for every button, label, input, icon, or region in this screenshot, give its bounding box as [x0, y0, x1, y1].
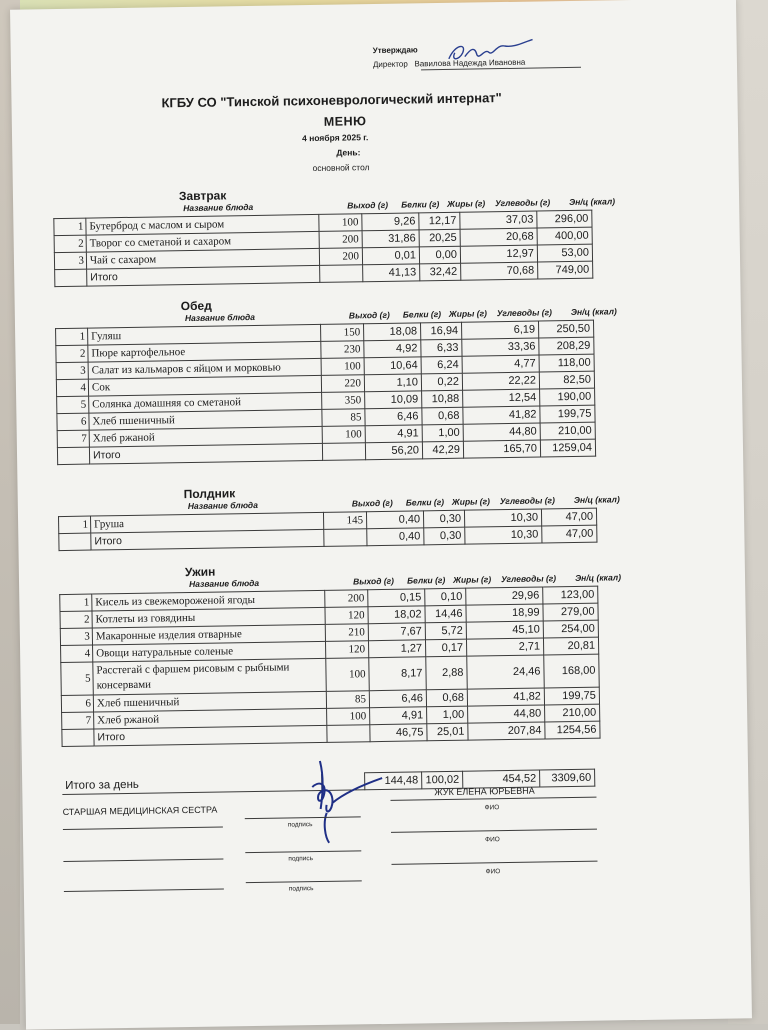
- dish-energy: 254,00: [543, 620, 598, 638]
- dish-fat: 20,25: [419, 229, 460, 247]
- dish-protein: 1,10: [364, 374, 421, 392]
- dish-energy: 400,00: [537, 227, 592, 245]
- dish-output: 210: [325, 624, 368, 642]
- dish-protein: 9,26: [362, 213, 419, 231]
- dish-energy: 82,50: [539, 371, 594, 389]
- dish-fat: 0,68: [422, 407, 463, 425]
- dish-energy: 20,81: [543, 637, 598, 655]
- dish-fat: 16,94: [421, 322, 462, 340]
- total-protein: 41,13: [363, 264, 420, 282]
- signature-caption-1: подпись: [287, 821, 313, 829]
- section-title: Обед: [180, 298, 212, 314]
- nurse-role: СТАРШАЯ МЕДИЦИНСКАЯ СЕСТРА: [62, 804, 218, 818]
- total-label: Итого: [91, 529, 324, 550]
- column-header-energy: Эн/ц (ккал): [574, 572, 622, 583]
- signature-line-3: [246, 880, 362, 883]
- dish-fat: 14,46: [425, 605, 466, 623]
- dish-protein: 6,46: [369, 690, 426, 708]
- dish-name: Груша: [90, 512, 323, 533]
- menu-table: [53, 210, 593, 287]
- column-header-energy: Эн/ц (ккал): [573, 494, 620, 505]
- dish-output: 200: [325, 590, 368, 608]
- dish-energy: 210,00: [540, 422, 595, 440]
- dish-fat: 0,68: [426, 689, 467, 707]
- meal-section: [53, 182, 634, 287]
- blank-line-2a: [63, 859, 223, 863]
- total-energy: 47,00: [542, 525, 597, 543]
- dish-protein: 10,09: [365, 391, 422, 409]
- dish-fat: 0,30: [423, 510, 464, 528]
- dish-carbs: 10,30: [464, 509, 541, 527]
- meal-section: [59, 558, 642, 747]
- dish-energy: 199,75: [544, 687, 599, 705]
- dish-carbs: 44,80: [463, 423, 540, 441]
- dish-fat: 6,24: [421, 356, 462, 374]
- name-underline: [390, 797, 596, 801]
- row-number: 2: [60, 611, 92, 629]
- dish-name: Хлеб пшеничный: [93, 691, 326, 712]
- dish-protein: 1,27: [368, 640, 425, 658]
- dish-output: 150: [321, 324, 364, 342]
- dish-output: 200: [319, 231, 362, 249]
- dish-fat: 0,17: [425, 639, 466, 657]
- total-protein: 0,40: [367, 528, 424, 546]
- fio-caption-3: ФИО: [485, 868, 501, 876]
- dish-protein: 0,40: [366, 511, 423, 529]
- dish-output: 220: [321, 375, 364, 393]
- menu-table: [55, 320, 596, 465]
- dish-protein: 18,08: [364, 323, 421, 341]
- dish-name: Хлеб пшеничный: [89, 409, 322, 430]
- dish-name: Котлеты из говядины: [92, 607, 325, 628]
- dish-output: 145: [323, 512, 366, 530]
- dish-energy: 123,00: [543, 586, 598, 604]
- row-number: 1: [54, 218, 86, 236]
- column-header-protein: Белки (г): [401, 199, 440, 210]
- day-total-fat: 100,02: [422, 771, 463, 789]
- dish-name: Пюре картофельное: [88, 341, 321, 362]
- dish-fat: 2,88: [426, 656, 468, 690]
- total-label: Итого: [87, 265, 320, 286]
- column-header-output: Выход (г): [351, 497, 393, 509]
- dish-output: 100: [322, 426, 365, 444]
- dish-energy: 53,00: [537, 244, 592, 262]
- dish-carbs: 24,46: [467, 655, 545, 689]
- row-number: 4: [61, 645, 93, 663]
- dish-carbs: 22,22: [462, 372, 539, 390]
- total-fat: 32,42: [420, 263, 461, 281]
- dish-carbs: 33,36: [462, 338, 539, 356]
- total-output-cell: [324, 529, 367, 547]
- column-header-name: Название блюда: [183, 201, 254, 214]
- dish-carbs: 45,10: [466, 621, 543, 639]
- dish-protein: 18,02: [368, 606, 425, 624]
- dish-carbs: 44,80: [468, 705, 545, 723]
- dish-name: Расстегай с фаршем рисовым с рыбными консервами: [93, 658, 326, 695]
- day-total-protein: 144,48: [365, 772, 422, 790]
- total-protein: 46,75: [370, 724, 427, 742]
- row-number: 7: [62, 712, 94, 730]
- dish-fat: 0,10: [425, 588, 466, 606]
- nurse-signature-icon: [302, 756, 393, 847]
- row-number: 6: [57, 413, 89, 431]
- column-header-fat: Жиры (г): [451, 496, 490, 507]
- fio-caption-2: ФИО: [485, 836, 500, 844]
- dish-output: 100: [327, 708, 370, 726]
- total-carbs: 70,68: [461, 262, 538, 280]
- dish-fat: 0,00: [419, 246, 460, 264]
- row-number: 7: [57, 430, 89, 448]
- total-number-cell: [55, 269, 87, 287]
- dish-energy: 250,50: [538, 320, 593, 338]
- dish-carbs: 12,54: [463, 389, 540, 407]
- dish-name: Салат из кальмаров с яйцом и морковью: [88, 358, 321, 379]
- column-header-output: Выход (г): [347, 199, 389, 211]
- dish-name: Солянка домашняя со сметаной: [89, 392, 322, 413]
- dish-output: 85: [322, 409, 365, 427]
- dish-energy: 190,00: [540, 388, 595, 406]
- total-energy: 749,00: [538, 261, 593, 279]
- total-number-cell: [57, 447, 89, 465]
- dish-output: 120: [325, 607, 368, 625]
- dish-output: 350: [322, 392, 365, 410]
- column-header-fat: Жиры (г): [448, 308, 488, 319]
- column-header-name: Название блюда: [187, 499, 258, 512]
- total-fat: 42,29: [422, 441, 463, 459]
- row-number: 5: [61, 662, 94, 695]
- row-number: 3: [54, 252, 86, 270]
- section-title: Завтрак: [178, 188, 227, 204]
- dish-fat: 12,17: [419, 212, 460, 230]
- dish-fat: 0,22: [421, 373, 462, 391]
- column-header-carbs: Углеводы (г): [499, 495, 555, 507]
- dish-name: Овощи натуральные соленые: [93, 641, 326, 662]
- column-header-carbs: Углеводы (г): [500, 573, 557, 585]
- dish-energy: 279,00: [543, 603, 598, 621]
- total-fat: 25,01: [427, 723, 468, 741]
- blank-line-2b: [391, 829, 597, 833]
- dish-output: 230: [321, 341, 364, 359]
- dish-fat: 10,88: [422, 390, 463, 408]
- blank-line-3a: [64, 889, 224, 893]
- dish-fat: 5,72: [425, 622, 466, 640]
- total-number-cell: [62, 729, 94, 747]
- column-header-protein: Белки (г): [406, 574, 446, 586]
- signature-caption-2: подпись: [288, 855, 314, 863]
- column-header-fat: Жиры (г): [452, 574, 492, 585]
- total-carbs: 207,84: [468, 722, 545, 740]
- table-type: основной стол: [312, 162, 370, 174]
- column-header-fat: Жиры (г): [447, 198, 486, 209]
- row-number: 1: [56, 328, 88, 346]
- total-output-cell: [320, 265, 363, 283]
- total-energy: 1259,04: [540, 439, 595, 457]
- column-header-name: Название блюда: [184, 311, 255, 324]
- column-header-output: Выход (г): [352, 575, 395, 587]
- dish-carbs: 37,03: [460, 211, 537, 229]
- dish-protein: 4,92: [364, 340, 421, 358]
- dish-energy: 47,00: [541, 508, 596, 526]
- dish-energy: 168,00: [544, 654, 600, 688]
- meal-section: [58, 480, 639, 551]
- dish-protein: 6,46: [365, 408, 422, 426]
- organization-name: КГБУ СО "Тинской психоневрологический интернат": [161, 90, 502, 111]
- column-header-protein: Белки (г): [405, 497, 445, 508]
- fio-caption-1: ФИО: [484, 804, 500, 812]
- row-number: 5: [57, 396, 89, 414]
- dish-protein: 4,91: [365, 425, 422, 443]
- total-carbs: 10,30: [465, 526, 542, 544]
- dish-output: 100: [321, 358, 364, 376]
- dish-energy: 208,29: [539, 337, 594, 355]
- dish-output: 100: [319, 214, 362, 232]
- dish-carbs: 20,68: [460, 228, 537, 246]
- row-number: 6: [61, 695, 93, 713]
- total-label: Итого: [94, 725, 327, 746]
- dish-energy: 199,75: [540, 405, 595, 423]
- dish-protein: 0,15: [368, 589, 425, 607]
- meal-section: [55, 292, 638, 465]
- dish-fat: 1,00: [422, 424, 463, 442]
- dish-name: Гуляш: [88, 324, 321, 345]
- total-energy: 1254,56: [545, 721, 600, 739]
- nurse-name: ЖУК ЕЛЕНА ЮРЬЕВНА: [434, 785, 535, 798]
- column-header-output: Выход (г): [348, 309, 390, 321]
- menu-table: [59, 586, 600, 747]
- page-title: МЕНЮ: [323, 114, 367, 129]
- total-number-cell: [59, 533, 91, 551]
- row-number: 3: [56, 362, 88, 380]
- day-total-carbs: 454,52: [463, 770, 540, 788]
- dish-output: 100: [326, 658, 370, 692]
- dish-name: Хлеб ржаной: [89, 426, 322, 447]
- dish-carbs: 4,77: [462, 355, 539, 373]
- column-header-carbs: Углеводы (г): [495, 197, 551, 209]
- row-number: 2: [56, 345, 88, 363]
- section-title: Полдник: [183, 486, 236, 502]
- row-number: 4: [56, 379, 88, 397]
- dish-carbs: 12,97: [460, 245, 537, 263]
- menu-date: 4 ноября 2025 г.: [302, 132, 369, 144]
- dish-fat: 1,00: [427, 706, 468, 724]
- column-header-energy: Эн/ц (ккал): [570, 306, 617, 317]
- dish-energy: 210,00: [545, 704, 600, 722]
- dish-carbs: 2,71: [466, 638, 543, 656]
- dish-protein: 0,01: [362, 247, 419, 265]
- dish-protein: 4,91: [370, 707, 427, 725]
- total-carbs: 165,70: [463, 440, 540, 458]
- row-number: 3: [60, 628, 92, 646]
- dish-protein: 10,64: [364, 357, 421, 375]
- blank-line-3b: [391, 861, 597, 865]
- director-label: Директор: [372, 59, 408, 70]
- column-header-carbs: Углеводы (г): [496, 307, 552, 319]
- dish-fat: 6,33: [421, 339, 462, 357]
- dish-carbs: 41,82: [463, 406, 540, 424]
- dish-name: Кисель из свежемороженой ягоды: [92, 590, 325, 611]
- dish-energy: 118,00: [539, 354, 594, 372]
- approve-label: Утверждаю: [372, 45, 418, 56]
- role-underline: [63, 827, 223, 831]
- dish-name: Хлеб ржаной: [94, 708, 327, 729]
- row-number: 1: [59, 516, 91, 534]
- total-output-cell: [322, 443, 365, 461]
- dish-carbs: 29,96: [466, 587, 543, 605]
- dish-protein: 7,67: [368, 623, 425, 641]
- signature-caption-3: подпись: [288, 885, 314, 893]
- dish-name: Творог со сметаной и сахаром: [86, 231, 319, 252]
- dish-carbs: 6,19: [461, 321, 538, 339]
- dish-name: Сок: [88, 375, 321, 396]
- day-label: День:: [336, 147, 361, 158]
- dish-name: Макаронные изделия отварные: [92, 624, 325, 645]
- day-total-label: Итого за день: [62, 773, 322, 794]
- section-title: Ужин: [184, 564, 216, 580]
- dish-energy: 296,00: [537, 210, 592, 228]
- dish-output: 120: [325, 641, 368, 659]
- total-label: Итого: [89, 443, 322, 464]
- director-name: Вавилова Надежда Ивановна: [414, 57, 526, 69]
- dish-carbs: 18,99: [466, 604, 543, 622]
- dish-output: 85: [326, 691, 369, 709]
- column-header-name: Название блюда: [188, 577, 260, 590]
- dish-carbs: 41,82: [467, 688, 544, 706]
- column-header-energy: Эн/ц (ккал): [569, 196, 616, 208]
- dish-name: Чай с сахаром: [86, 248, 319, 269]
- row-number: 2: [54, 235, 86, 253]
- dish-protein: 8,17: [369, 657, 427, 691]
- dish-protein: 31,86: [362, 230, 419, 248]
- menu-document: [10, 0, 752, 1030]
- dish-output: 200: [319, 248, 362, 266]
- total-output-cell: [327, 725, 370, 743]
- row-number: 1: [60, 594, 92, 612]
- dish-name: Бутерброд с маслом и сыром: [86, 214, 319, 235]
- column-header-protein: Белки (г): [402, 309, 442, 320]
- signature-line-2: [245, 850, 361, 853]
- total-protein: 56,20: [365, 442, 422, 460]
- day-total-energy: 3309,60: [540, 769, 595, 787]
- total-fat: 0,30: [424, 527, 465, 545]
